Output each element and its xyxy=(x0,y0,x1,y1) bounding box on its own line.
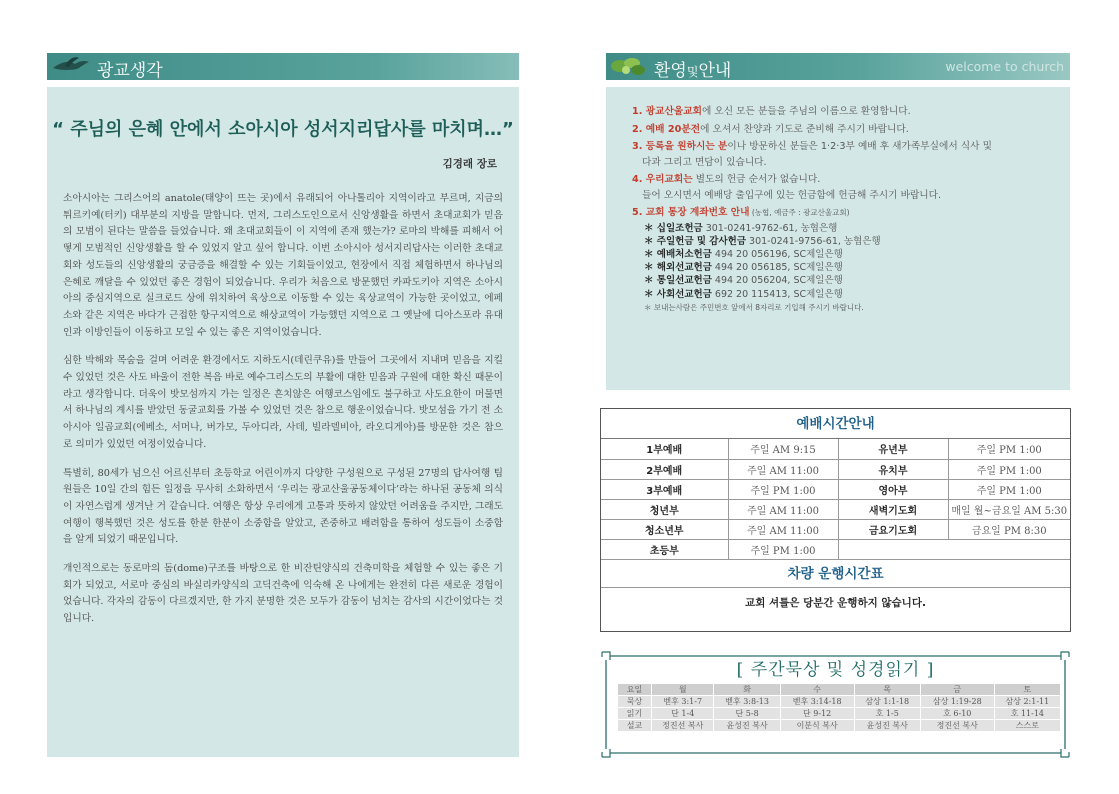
account-item xyxy=(644,235,1062,248)
account-name: ＊ 주일헌금 및 감사헌금 xyxy=(644,235,747,247)
table-cell: 묵상 xyxy=(618,696,652,708)
account-item xyxy=(644,248,1062,261)
table-header: 월 xyxy=(652,684,714,696)
table-cell: 삼상 1:1-18 xyxy=(854,696,920,708)
table-cell: 설교 xyxy=(618,720,652,732)
welcome-item-highlight: 4. 우리교회는 xyxy=(632,174,693,185)
worship-table xyxy=(601,439,1070,560)
meditation-table xyxy=(617,683,1061,732)
bird-icon xyxy=(51,56,91,76)
table-cell: 벧후 3:8-13 xyxy=(714,696,780,708)
welcome-item-text: 에 오셔서 찬양과 기도로 준비해 주시기 바랍니다. xyxy=(700,123,909,135)
table-row xyxy=(601,539,1070,559)
service-name: 초등부 xyxy=(601,539,728,559)
account-item xyxy=(644,274,1062,287)
sermon-panel xyxy=(47,87,519,757)
table-cell: 벧후 3:14-18 xyxy=(780,696,854,708)
table-cell: 삼상 1:19-28 xyxy=(920,696,994,708)
service-name: 새벽기도회 xyxy=(838,499,948,519)
welcome-item-5 xyxy=(632,205,1062,314)
account-name: ＊ 십일조헌금 xyxy=(644,222,703,234)
welcome-item-text: 이나 방문하신 분들은 1·2·3부 예배 후 새가족부실에서 식사 및 xyxy=(727,141,992,152)
table-header: 금 xyxy=(920,684,994,696)
empty-cell xyxy=(838,539,1070,559)
welcome-item-text: 다과 그리고 면담이 있습니다. xyxy=(642,156,767,168)
sermon-paragraph: 개인적으로는 동로마의 돔(dome)구조를 바탕으로 한 비잔틴양식의 건축미학을 체험할 수 있는 좋은 기회가 되었고, 서로마 중심의 바실리카양식의 고딕건축에 익숙해 온 나에게는 완전히 다른 새로운 경험이었습니다. 각자의 감동이 다르겠지만, 한 가지 분명한 것은 모두가 감동이 넘치는 감사의 시간이었다는 것입니다. xyxy=(63,563,503,625)
table-cell: 스스로 xyxy=(994,720,1060,732)
sermon-title: “ 주님의 은혜 안에서 소아시아 성서지리답사를 마치며…” xyxy=(52,119,514,140)
service-time: 주일 PM 1:00 xyxy=(948,439,1070,459)
service-time: 주일 AM 11:00 xyxy=(728,459,838,479)
sermon-body xyxy=(63,191,503,640)
service-time: 주일 PM 1:00 xyxy=(948,479,1070,499)
service-time: 주일 AM 11:00 xyxy=(728,519,838,539)
table-cell: 단 5-8 xyxy=(714,708,780,720)
account-detail: 494 20 056204, SC제일은행 xyxy=(711,275,843,287)
welcome-item-4 xyxy=(632,172,1062,203)
right-section-subtitle: welcome to church xyxy=(945,59,1064,74)
service-name: 3부예배 xyxy=(601,479,728,499)
service-name: 청년부 xyxy=(601,499,728,519)
account-list xyxy=(632,222,1062,314)
table-row xyxy=(601,499,1070,519)
welcome-item-highlight: 5. 교회 통장 계좌번호 안내 xyxy=(632,207,750,218)
welcome-item-highlight: 3. 등록을 원하시는 분 xyxy=(632,141,728,152)
service-name: 유년부 xyxy=(838,439,948,459)
table-row xyxy=(618,708,1061,720)
account-name: ＊ 해외선교헌금 xyxy=(644,262,712,274)
right-section-title xyxy=(654,56,731,81)
welcome-item-3 xyxy=(632,139,1062,170)
table-cell: 단 9-12 xyxy=(780,708,854,720)
account-name: ＊ 사회선교헌금 xyxy=(644,288,712,300)
table-cell: 이분식 복사 xyxy=(780,720,854,732)
right-section-header xyxy=(606,53,1070,80)
account-detail: 301-0241-9756-61, 농협은행 xyxy=(746,235,881,247)
title-main: 환영 xyxy=(654,61,687,81)
welcome-item-highlight: 1. 광교산울교회 xyxy=(632,106,702,117)
welcome-item-text: 별도의 헌금 순서가 없습니다. xyxy=(692,174,821,185)
account-item xyxy=(644,222,1062,235)
table-cell: 단 1-4 xyxy=(652,708,714,720)
welcome-item-note: (농협, 예금주 : 광교산울교회) xyxy=(749,208,850,217)
table-header: 토 xyxy=(994,684,1060,696)
welcome-item-text: 에 오신 모든 분들을 주님의 이름으로 환영합니다. xyxy=(701,106,911,117)
worship-title: 예배시간안내 xyxy=(601,409,1070,439)
meditation-box xyxy=(600,648,1071,761)
table-row xyxy=(601,479,1070,499)
service-name: 금요기도회 xyxy=(838,519,948,539)
account-name: ＊ 통일선교헌금 xyxy=(644,275,712,287)
table-cell: 윤성진 복사 xyxy=(854,720,920,732)
account-detail: 692 20 115413, SC제일은행 xyxy=(711,288,843,300)
account-item xyxy=(644,288,1062,301)
account-detail: 301-0241-9762-61, 농협은행 xyxy=(702,222,838,234)
service-name: 유치부 xyxy=(838,459,948,479)
service-name: 2부예배 xyxy=(601,459,728,479)
table-cell: 정진선 복사 xyxy=(920,720,994,732)
account-detail: 494 20 056185, SC제일은행 xyxy=(711,262,843,274)
welcome-item-text: 들어 오시면서 예배당 출입구에 있는 헌금함에 헌금해 주시기 바랍니다. xyxy=(642,189,942,201)
table-cell: 삼상 2:1-11 xyxy=(994,696,1060,708)
table-row xyxy=(618,696,1061,708)
service-time: 매일 월~금요일 AM 5:30 xyxy=(948,499,1070,519)
service-time: 주일 AM 9:15 xyxy=(728,439,838,459)
welcome-item-highlight: 2. 예배 20분전 xyxy=(632,123,701,135)
account-detail: 494 20 056196, SC제일은행 xyxy=(711,248,843,260)
table-row xyxy=(618,720,1061,732)
table-cell: 정진선 복사 xyxy=(652,720,714,732)
left-section-title: 광교생각 xyxy=(97,61,163,81)
left-section-header xyxy=(47,53,519,80)
table-header: 요일 xyxy=(618,684,652,696)
meditation-title: [ 주간묵상 및 성경읽기 ] xyxy=(736,660,935,680)
account-item xyxy=(644,261,1062,274)
welcome-item-1 xyxy=(632,104,1062,120)
worship-schedule xyxy=(600,408,1071,632)
table-header: 화 xyxy=(714,684,780,696)
sermon-author: 김경래 장로 xyxy=(442,158,497,170)
table-cell: 호 6-10 xyxy=(920,708,994,720)
table-cell: 호 1-5 xyxy=(854,708,920,720)
service-time: 주일 AM 11:00 xyxy=(728,499,838,519)
service-time: 주일 PM 1:00 xyxy=(948,459,1070,479)
welcome-item-2 xyxy=(632,122,1062,138)
table-row xyxy=(601,459,1070,479)
sermon-paragraph: 심한 박해와 목숨을 걸며 어려운 환경에서도 지하도시(데린쿠유)를 만들어 그곳에서 지내며 믿음을 지킬 수 있었던 것은 사도 바울이 전한 복음 바로 예수그리스도의 부활에 대한 믿음과 구원에 대한 확신 때문이라고 생각합니다. 더욱이 밧모섬까지 가는 일정은 흔치않은 여행코스임에도 불구하고 사도요한이 머물면서 하나님의 계시를 받았던 동굴교회를 가볼 수 있었던 것은 참으로 행운이었습니다. 밧모섬을 가기 전 소아시아 일곱교회(에베소, 서머나, 버가모, 두아디라, 사데, 빌라델비아, 라오디게아)를 방문한 것은 참으로 의미가 있었던 여정이었습니다. xyxy=(63,355,503,450)
account-name: ＊ 예배처소헌금 xyxy=(644,248,712,260)
table-row xyxy=(618,684,1061,696)
welcome-list xyxy=(632,104,1062,316)
service-time: 주일 PM 1:00 xyxy=(728,539,838,559)
table-cell: 윤성진 복사 xyxy=(714,720,780,732)
service-name: 1부예배 xyxy=(601,439,728,459)
leaf-icon xyxy=(608,54,650,78)
table-row xyxy=(601,439,1070,459)
account-note: ＊ 보내는사람은 주민번호 앞에서 8자리로 기입해 주시기 바랍니다. xyxy=(644,302,864,312)
service-name: 청소년부 xyxy=(601,519,728,539)
sermon-paragraph: 소아시아는 그리스어의 anatole(태양이 뜨는 곳)에서 유래되어 아나톨리아 지역이라고 부르며, 지금의 튀르키예(터키) 대부분의 지방을 말합니다. 먼저, 그리스도인으로서 신앙생활을 하면서 초대교회가 믿음의 모범이 된다는 말씀을 들었습니다. 왜 초대교회들이 이 지역에 존재 했는가? 로마의 박해를 피해서 어떻게 모범적인 신앙생활을 할 수 있었지 알고 싶어 합니다. 이번 소아시아 성서지리답사는 이러한 초대교회와 성도들의 신앙생활의 궁금증을 해결할 수 있는 기회들이었고, 현장에서 직접 체험하면서 하나님의 은혜로 깨달을 수 있었던 좋은 경험이 되었습니다. 우리가 처음으로 방문했던 카파도키아 지역은 소아시아의 중심지역으로 실크로드 상에 위치하여 육상으로 이동할 수 있는 육상교역이 가능한 곳이었고, 에페소와 같은 지역은 바다가 근접한 항구지역으로 해상교역이 가능했던 지역으로 그 옛날에 디아스포라 유대인과 이방인들이 이동하고 모일 수 있는 좋은 지역이었습니다. xyxy=(63,193,503,338)
table-row xyxy=(601,519,1070,539)
sermon-paragraph: 특별히, 80세가 넘으신 어르신부터 초등학교 어린이까지 다양한 구성원으로 구성된 27명의 답사여행 팀원들은 10일 간의 힘든 일정을 무사히 소화하면서 ‘우리는 광교산울공동체이다’라는 하나된 공동체 의식이 자연스럽게 생겨난 거 같습니다. 여행은 항상 우리에게 고통과 뜻하지 않았던 어려움을 주지만, 그래도 여행이 행복했던 것은 성도를 한분 한분이 소중함을 알았고, 존중하고 배려함을 통하여 성도들이 소중함을 알게 되었기 때문입니다. xyxy=(63,467,503,546)
welcome-panel xyxy=(606,87,1070,390)
vehicle-title: 차량 운행시간표 xyxy=(601,560,1070,588)
table-header: 수 xyxy=(780,684,854,696)
service-time: 주일 PM 1:00 xyxy=(728,479,838,499)
table-cell: 호 11-14 xyxy=(994,708,1060,720)
table-header: 목 xyxy=(854,684,920,696)
table-cell: 벧후 3:1-7 xyxy=(652,696,714,708)
title-end: 안내 xyxy=(698,61,732,81)
vehicle-notice: 교회 셔틀은 당분간 운행하지 않습니다. xyxy=(745,596,926,609)
service-name: 영아부 xyxy=(838,479,948,499)
table-cell: 읽기 xyxy=(618,708,652,720)
service-time: 금요일 PM 8:30 xyxy=(948,519,1070,539)
title-small: 및 xyxy=(686,65,699,79)
